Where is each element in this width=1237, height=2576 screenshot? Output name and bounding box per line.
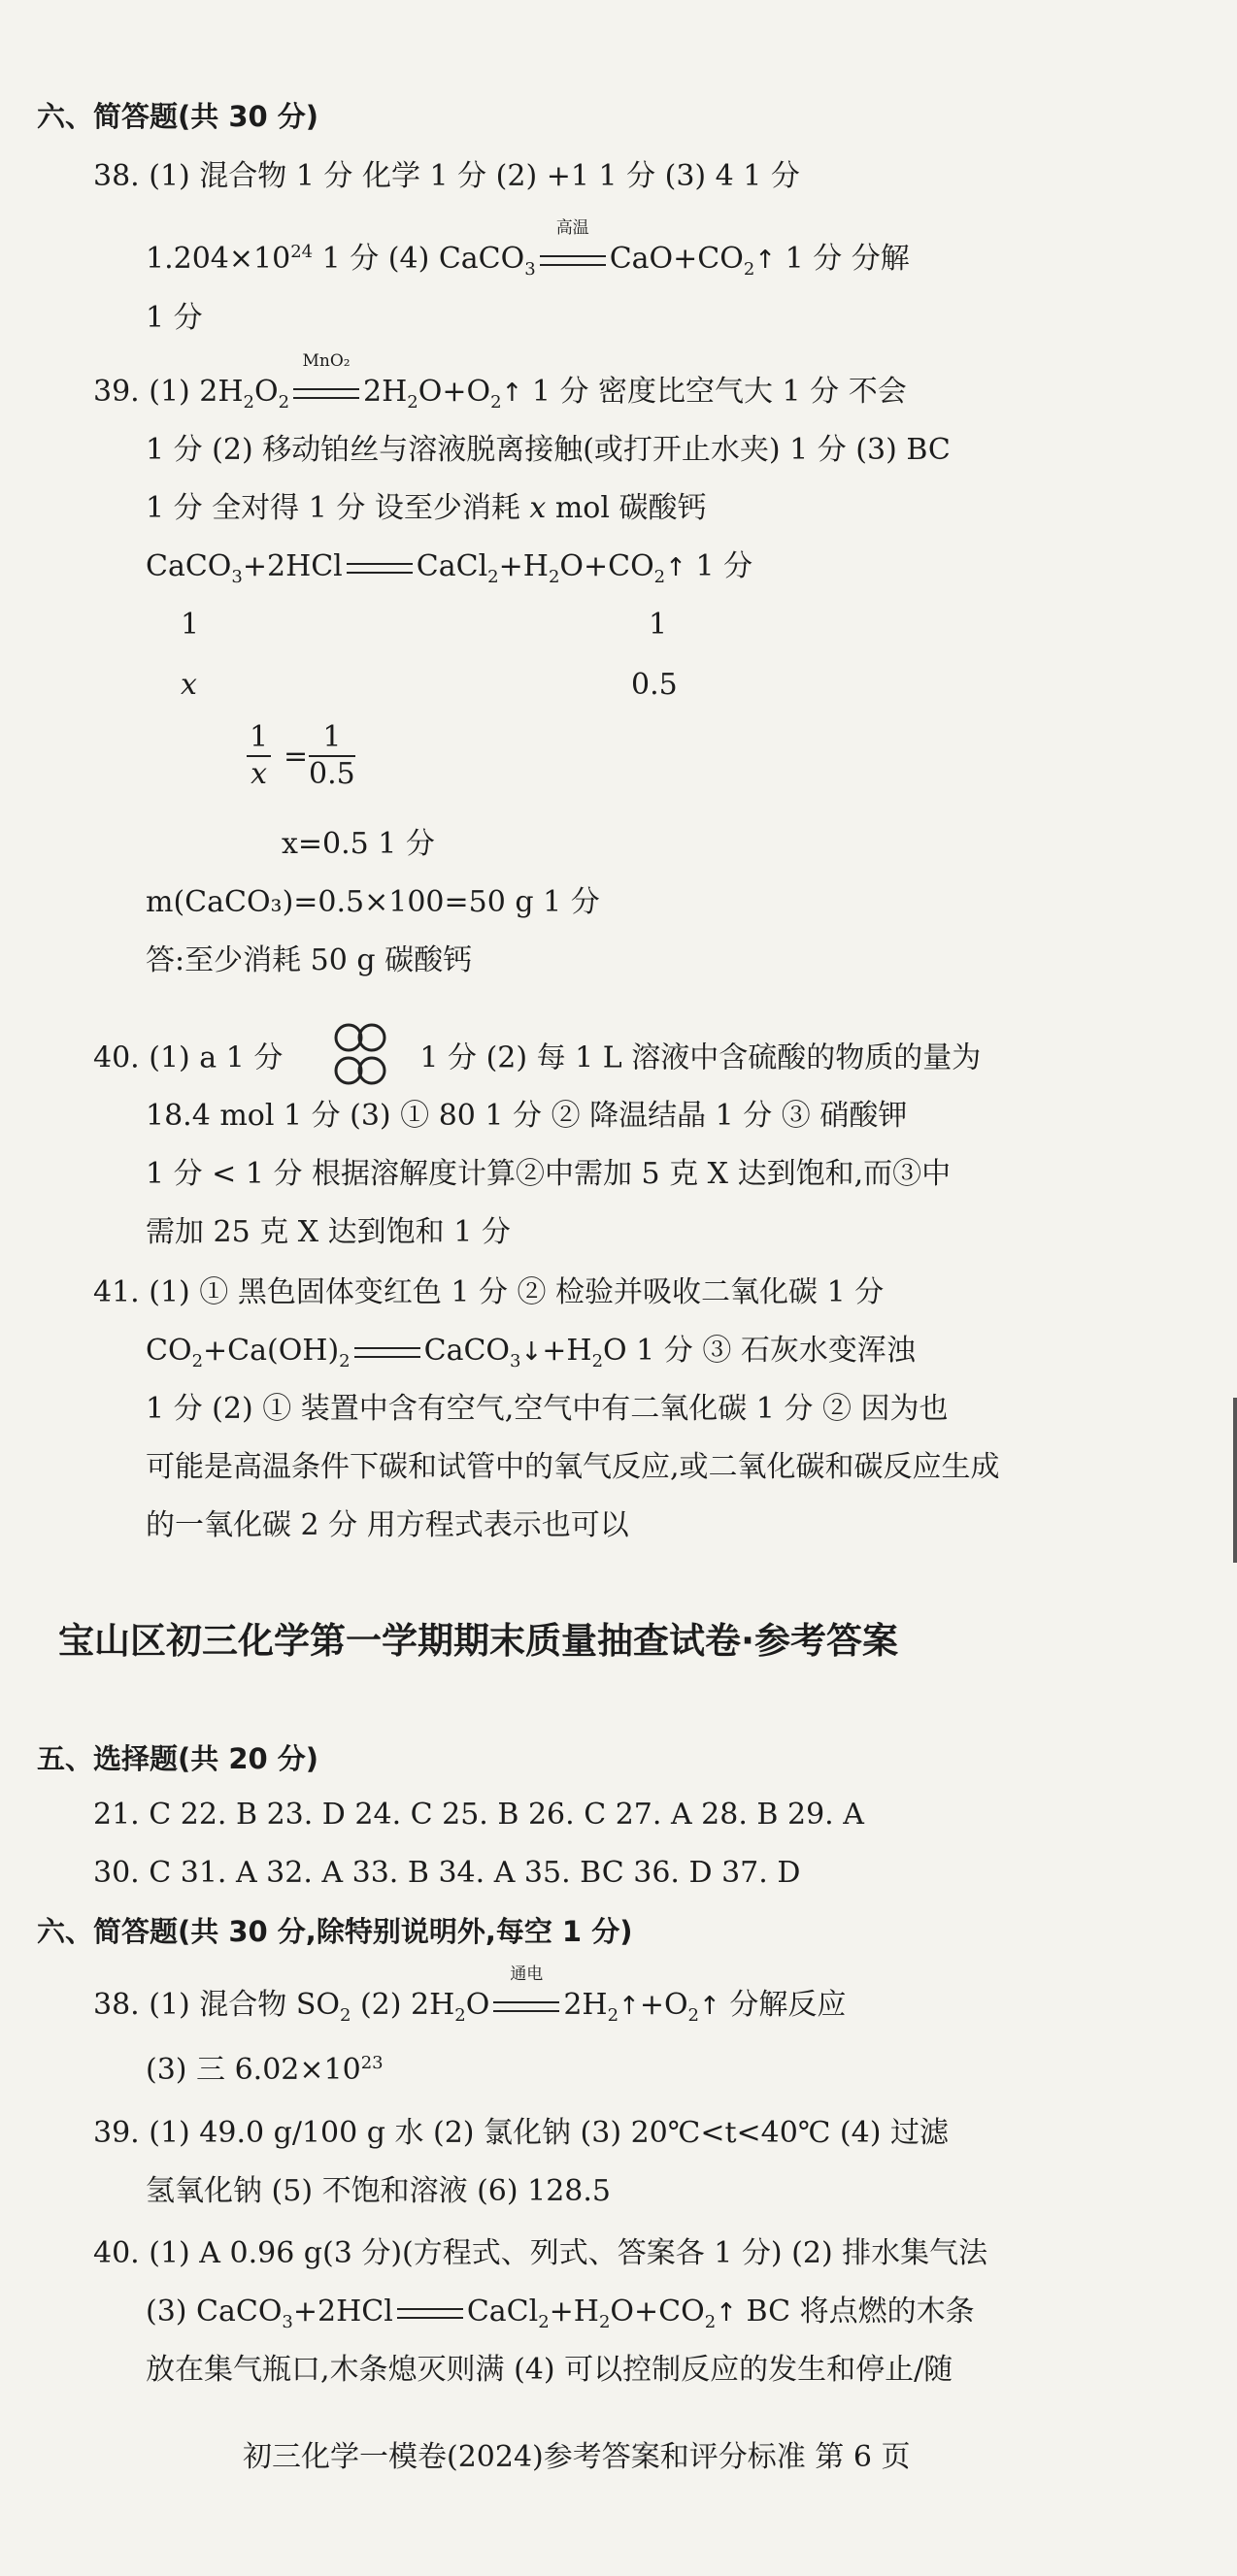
- fraction-equals: =: [284, 740, 309, 774]
- q41-line1: 41. (1) ① 黑色固体变红色 1 分 ② 检验并吸收二氧化碳 1 分: [93, 1275, 885, 1309]
- mc-answers-row2: 30. C 31. A 32. A 33. B 34. A 35. BC 36. D 37. D: [93, 1856, 801, 1890]
- p2-q39-line1: 39. (1) 49.0 g/100 g 水 (2) 氯化钠 (3) 20℃<t<40℃ (4) 过滤: [93, 2116, 949, 2150]
- q39-answer: 答:至少消耗 50 g 碳酸钙: [146, 943, 473, 977]
- q41-line2: $CO_2+Ca(OH)_2$ $CaCO_3↓+H_2O$ 1 分 ③ 石灰水变浑浊: [146, 1334, 916, 1371]
- section-heading-short-answer-2: 六、简答题(共 30 分,除特别说明外,每空 1 分): [37, 1915, 633, 1948]
- p2-q38-line2: (3) 三 $6.02\times 10^{23}$: [146, 2053, 384, 2087]
- ratio-row2-right: 0.5: [631, 668, 678, 702]
- p2-q39-line2: 氢氧化钠 (5) 不饱和溶液 (6) 128.5: [146, 2174, 612, 2208]
- q39-line1: 39. (1) $2H_2O_2$ MnO₂ $2H_2O+O_2↑$ 1 分 密度比空气大 1 分 不会: [93, 351, 907, 413]
- q40-line1: 40. (1) a 1 分 1 分 (2) 每 1 L 溶液中含硫酸的物质的量为: [93, 1021, 981, 1098]
- ratio-row1-right: 1: [649, 608, 668, 642]
- fraction-left: $\frac{1}{x}$: [247, 720, 271, 792]
- q38-line3: 1 分: [146, 301, 203, 335]
- q41-line5: 的一氧化碳 2 分 用方程式表示也可以: [146, 1508, 629, 1542]
- q39-line2: 1 分 (2) 移动铂丝与溶液脱离接触(或打开止水夹) 1 分 (3) BC: [146, 433, 951, 467]
- q39-solution: x=0.5 1 分: [282, 827, 435, 861]
- page-footer: 初三化学一模卷(2024)参考答案和评分标准 第 6 页: [243, 2440, 911, 2474]
- section-title-baoshan: 宝山区初三化学第一学期期末质量抽查试卷·参考答案: [58, 1620, 899, 1662]
- q40-line3: 1 分 < 1 分 根据溶解度计算②中需加 5 克 X 达到饱和,而③中: [146, 1157, 952, 1191]
- q41-line3: 1 分 (2) ① 装置中含有空气,空气中有二氧化碳 1 分 ② 因为也: [146, 1392, 949, 1426]
- page-edge-shadow: [1233, 1398, 1237, 1563]
- mc-answers-row1: 21. C 22. B 23. D 24. C 25. B 26. C 27. A 28. B 29. A: [93, 1798, 864, 1832]
- p2-q40-line3: 放在集气瓶口,木条熄灭则满 (4) 可以控制反应的发生和停止/随: [146, 2353, 953, 2387]
- q39-line3: 1 分 全对得 1 分 设至少消耗 x mol 碳酸钙: [146, 491, 707, 525]
- q40-line4: 需加 25 克 X 达到饱和 1 分: [146, 1215, 511, 1249]
- q40-line2: 18.4 mol 1 分 (3) ① 80 1 分 ② 降温结晶 1 分 ③ 硝酸钾: [146, 1099, 908, 1133]
- section-heading-short-answer: 六、简答题(共 30 分): [37, 100, 319, 133]
- section-heading-multiple-choice: 五、选择题(共 20 分): [37, 1742, 319, 1775]
- ratio-row2-left: x: [181, 668, 197, 702]
- q41-line4: 可能是高温条件下碳和试管中的氧气反应,或二氧化碳和碳反应生成: [146, 1450, 1000, 1484]
- ratio-row1-left: 1: [181, 608, 200, 642]
- p2-q38-line1: 38. (1) 混合物 $SO_2$ (2) $2H_2O$ 通电 $2H_2↑+O_2↑$ 分解反应: [93, 1965, 847, 2026]
- p2-q40-line2: (3) CaCO$_3$+2HCl $CaCl_2+H_2O+CO_2↑$ BC 将点燃的木条: [146, 2295, 975, 2332]
- p2-q40-line1: 40. (1) A 0.96 g(3 分)(方程式、列式、答案各 1 分) (2) 排水集气法: [93, 2236, 988, 2270]
- q38-line1: 38. (1) 混合物 1 分 化学 1 分 (2) +1 1 分 (3) 4 1 分: [93, 159, 800, 193]
- fraction-right: $\frac{1}{0.5}$: [309, 720, 355, 791]
- q39-equation: CaCO$_3$+2HCl $CaCl_2+H_2O+CO_2↑$ 1 分: [146, 549, 753, 587]
- q38-line2: $1.204\times 10^{24}$ 1 分 (4) CaCO$_3$ 高温 $CaO+CO_2↑$ 1 分 分解: [146, 218, 910, 280]
- q39-mass: m(CaCO₃)=0.5×100=50 g 1 分: [146, 885, 600, 919]
- double-circle-diagram-icon: [331, 1021, 389, 1098]
